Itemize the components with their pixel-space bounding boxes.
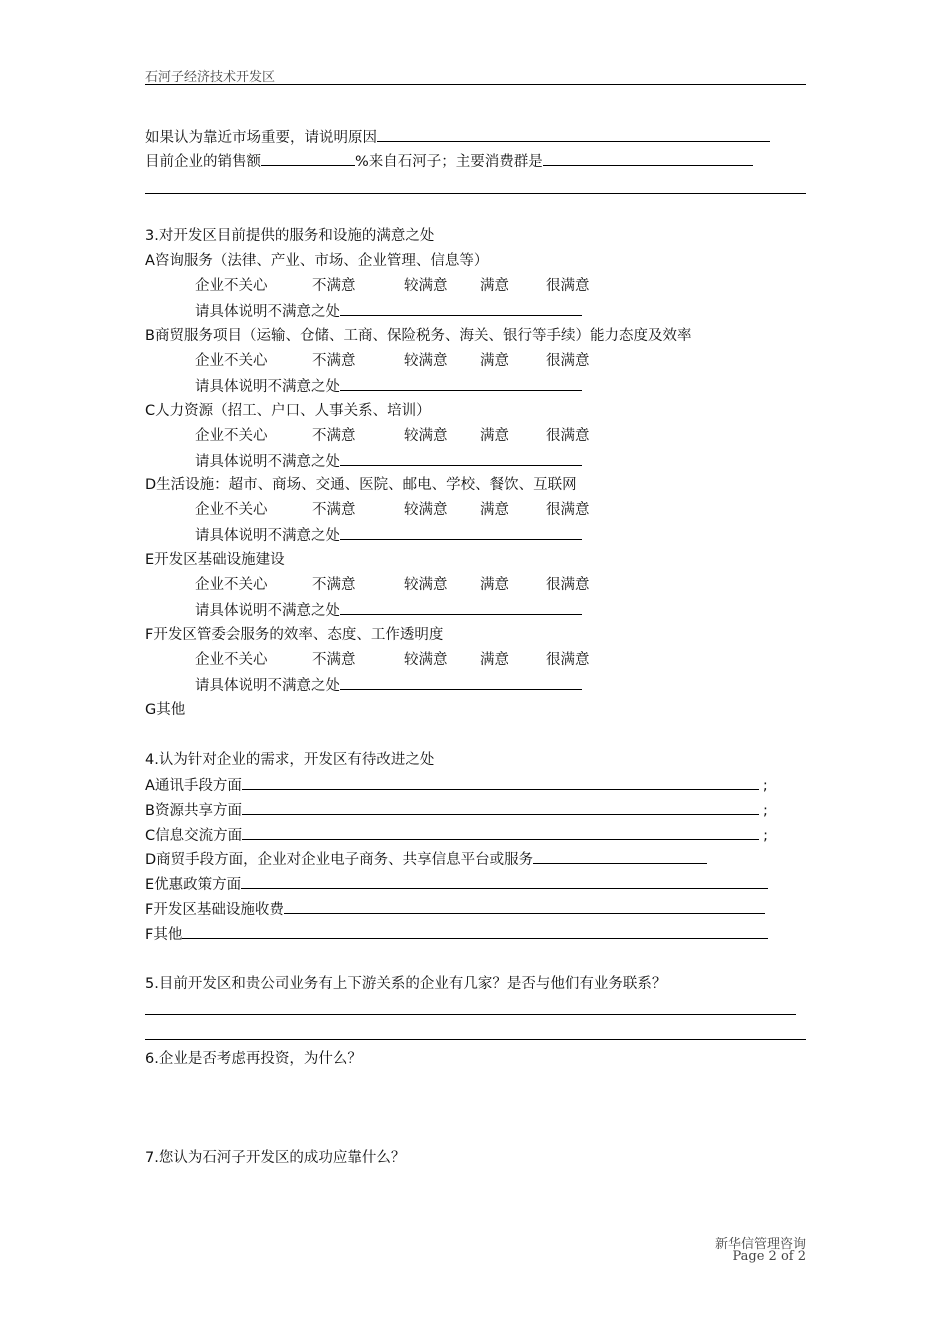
rating-option[interactable]: 不满意	[312, 352, 356, 369]
rating-option[interactable]: 企业不关心	[195, 278, 268, 294]
rating-option[interactable]: 很满意	[546, 502, 590, 519]
sales-middle-label: %来自石河子；主要消费群是	[355, 154, 543, 170]
answer-rule[interactable]	[145, 193, 806, 194]
consumer-group-blank[interactable]	[543, 151, 753, 166]
rating-option[interactable]: 企业不关心	[195, 577, 268, 594]
market-reason-label: 如果认为靠近市场重要，请说明原因	[145, 130, 377, 146]
q4-answer-blank[interactable]	[284, 899, 765, 914]
rating-option[interactable]: 满意	[480, 502, 509, 519]
q3-item-label: F开发区管委会服务的效率、态度、工作透明度	[145, 627, 444, 643]
q3-other: G其他	[145, 702, 186, 718]
rating-option[interactable]: 很满意	[546, 577, 590, 594]
footer-page-number: Page 2 of 2	[732, 1249, 806, 1264]
explain-label: 请具体说明不满意之处	[195, 304, 340, 320]
q3-explain-line	[195, 301, 582, 322]
q4-title: 4.认为针对企业的需求，开发区有待改进之处	[145, 752, 435, 768]
rating-option[interactable]: 较满意	[404, 502, 448, 519]
q4-answer-blank[interactable]	[533, 849, 707, 864]
rating-option[interactable]: 很满意	[546, 352, 590, 369]
q4-item	[145, 775, 768, 796]
rating-option[interactable]: 满意	[480, 652, 509, 668]
q5-answer-rule-1[interactable]	[145, 1014, 796, 1015]
explain-label: 请具体说明不满意之处	[195, 528, 340, 545]
rating-option[interactable]: 较满意	[404, 652, 448, 668]
rating-option[interactable]: 满意	[480, 427, 509, 444]
explain-label: 请具体说明不满意之处	[195, 678, 340, 694]
rating-option[interactable]: 不满意	[312, 652, 356, 668]
rating-option[interactable]: 较满意	[404, 577, 448, 594]
rating-option[interactable]: 较满意	[404, 427, 448, 444]
q3-explain-line	[195, 376, 582, 397]
q4-item-label: C信息交流方面	[145, 827, 243, 844]
explain-blank[interactable]	[340, 525, 582, 540]
rating-option[interactable]: 很满意	[546, 652, 590, 668]
q3-explain-line	[195, 600, 582, 621]
explain-blank[interactable]	[340, 675, 582, 690]
q6-title: 6.企业是否考虑再投资，为什么？	[145, 1051, 362, 1067]
explain-label: 请具体说明不满意之处	[195, 603, 340, 620]
rating-option[interactable]: 较满意	[404, 352, 448, 369]
rating-option[interactable]: 企业不关心	[195, 502, 268, 519]
explain-blank[interactable]	[340, 376, 582, 391]
rating-option[interactable]: 不满意	[312, 427, 356, 444]
rating-option[interactable]: 很满意	[546, 427, 590, 444]
q4-item	[145, 800, 768, 821]
rating-option[interactable]: 满意	[480, 352, 509, 369]
q4-answer-blank[interactable]	[242, 825, 759, 840]
q4-item	[145, 874, 772, 895]
q4-item	[145, 899, 769, 920]
rating-option[interactable]: 企业不关心	[195, 652, 268, 668]
q4-item-label: F其他	[145, 926, 183, 943]
q4-item	[145, 849, 711, 870]
q3-explain-line	[195, 675, 582, 696]
q4-item-suffix: ;	[762, 802, 768, 819]
rating-option[interactable]: 不满意	[312, 278, 356, 294]
sales-line	[145, 151, 753, 172]
q4-item-label: E优惠政策方面	[145, 877, 242, 894]
rating-option[interactable]: 满意	[480, 577, 509, 594]
q4-item-suffix: ;	[763, 827, 769, 844]
rating-option[interactable]: 很满意	[546, 278, 590, 294]
q3-item-label: C人力资源（招工、户口、人事关系、培训）	[145, 402, 431, 419]
q3-title: 3.对开发区目前提供的服务和设施的满意之处	[145, 228, 435, 244]
q5-answer-rule-2[interactable]	[145, 1039, 806, 1040]
explain-label: 请具体说明不满意之处	[195, 378, 340, 395]
q4-answer-blank[interactable]	[182, 924, 768, 939]
q4-item-label: D商贸手段方面，企业对企业电子商务、共享信息平台或服务	[145, 852, 534, 869]
q3-explain-line	[195, 451, 582, 472]
rating-option[interactable]: 满意	[480, 278, 509, 294]
rating-option[interactable]: 企业不关心	[195, 427, 268, 444]
rating-option[interactable]: 企业不关心	[195, 352, 268, 369]
market-reason-blank[interactable]	[377, 127, 770, 142]
q7-title: 7.您认为石河子开发区的成功应靠什么？	[145, 1150, 406, 1166]
sales-percent-blank[interactable]	[261, 151, 355, 166]
explain-blank[interactable]	[340, 600, 582, 615]
q3-explain-line	[195, 525, 582, 546]
sales-prefix-label: 目前企业的销售额	[145, 154, 261, 170]
q4-item-label: A通讯手段方面	[145, 778, 242, 794]
rating-option[interactable]: 不满意	[312, 577, 356, 594]
q3-item-label: E开发区基础设施建设	[145, 552, 285, 569]
q4-item	[145, 825, 768, 846]
q4-answer-blank[interactable]	[242, 775, 759, 790]
q4-item	[145, 924, 772, 945]
rating-option[interactable]: 较满意	[404, 278, 448, 294]
footer-company: 新华信管理咨询	[714, 1237, 806, 1252]
page-header	[145, 66, 806, 85]
rating-option[interactable]: 不满意	[312, 502, 356, 519]
explain-blank[interactable]	[340, 301, 582, 316]
explain-label: 请具体说明不满意之处	[195, 453, 340, 470]
q3-item-label: A咨询服务（法律、产业、市场、企业管理、信息等）	[145, 253, 489, 269]
q4-item-label: B资源共享方面	[145, 802, 242, 819]
q3-item-label: B商贸服务项目（运输、仓储、工商、保险税务、海关、银行等手续）能力态度及效率	[145, 327, 692, 344]
q4-item-label: F开发区基础设施收费	[145, 902, 284, 918]
market-reason-line	[145, 127, 770, 148]
explain-blank[interactable]	[340, 451, 582, 466]
q4-item-suffix: ;	[762, 778, 768, 794]
q4-answer-blank[interactable]	[242, 800, 759, 815]
header-title: 石河子经济技术开发区	[145, 70, 276, 85]
q3-item-label: D生活设施：超市、商场、交通、医院、邮电、学校、餐饮、互联网	[145, 477, 577, 494]
q5-title: 5.目前开发区和贵公司业务有上下游关系的企业有几家？是否与他们有业务联系？	[145, 976, 667, 992]
q4-answer-blank[interactable]	[241, 874, 768, 889]
